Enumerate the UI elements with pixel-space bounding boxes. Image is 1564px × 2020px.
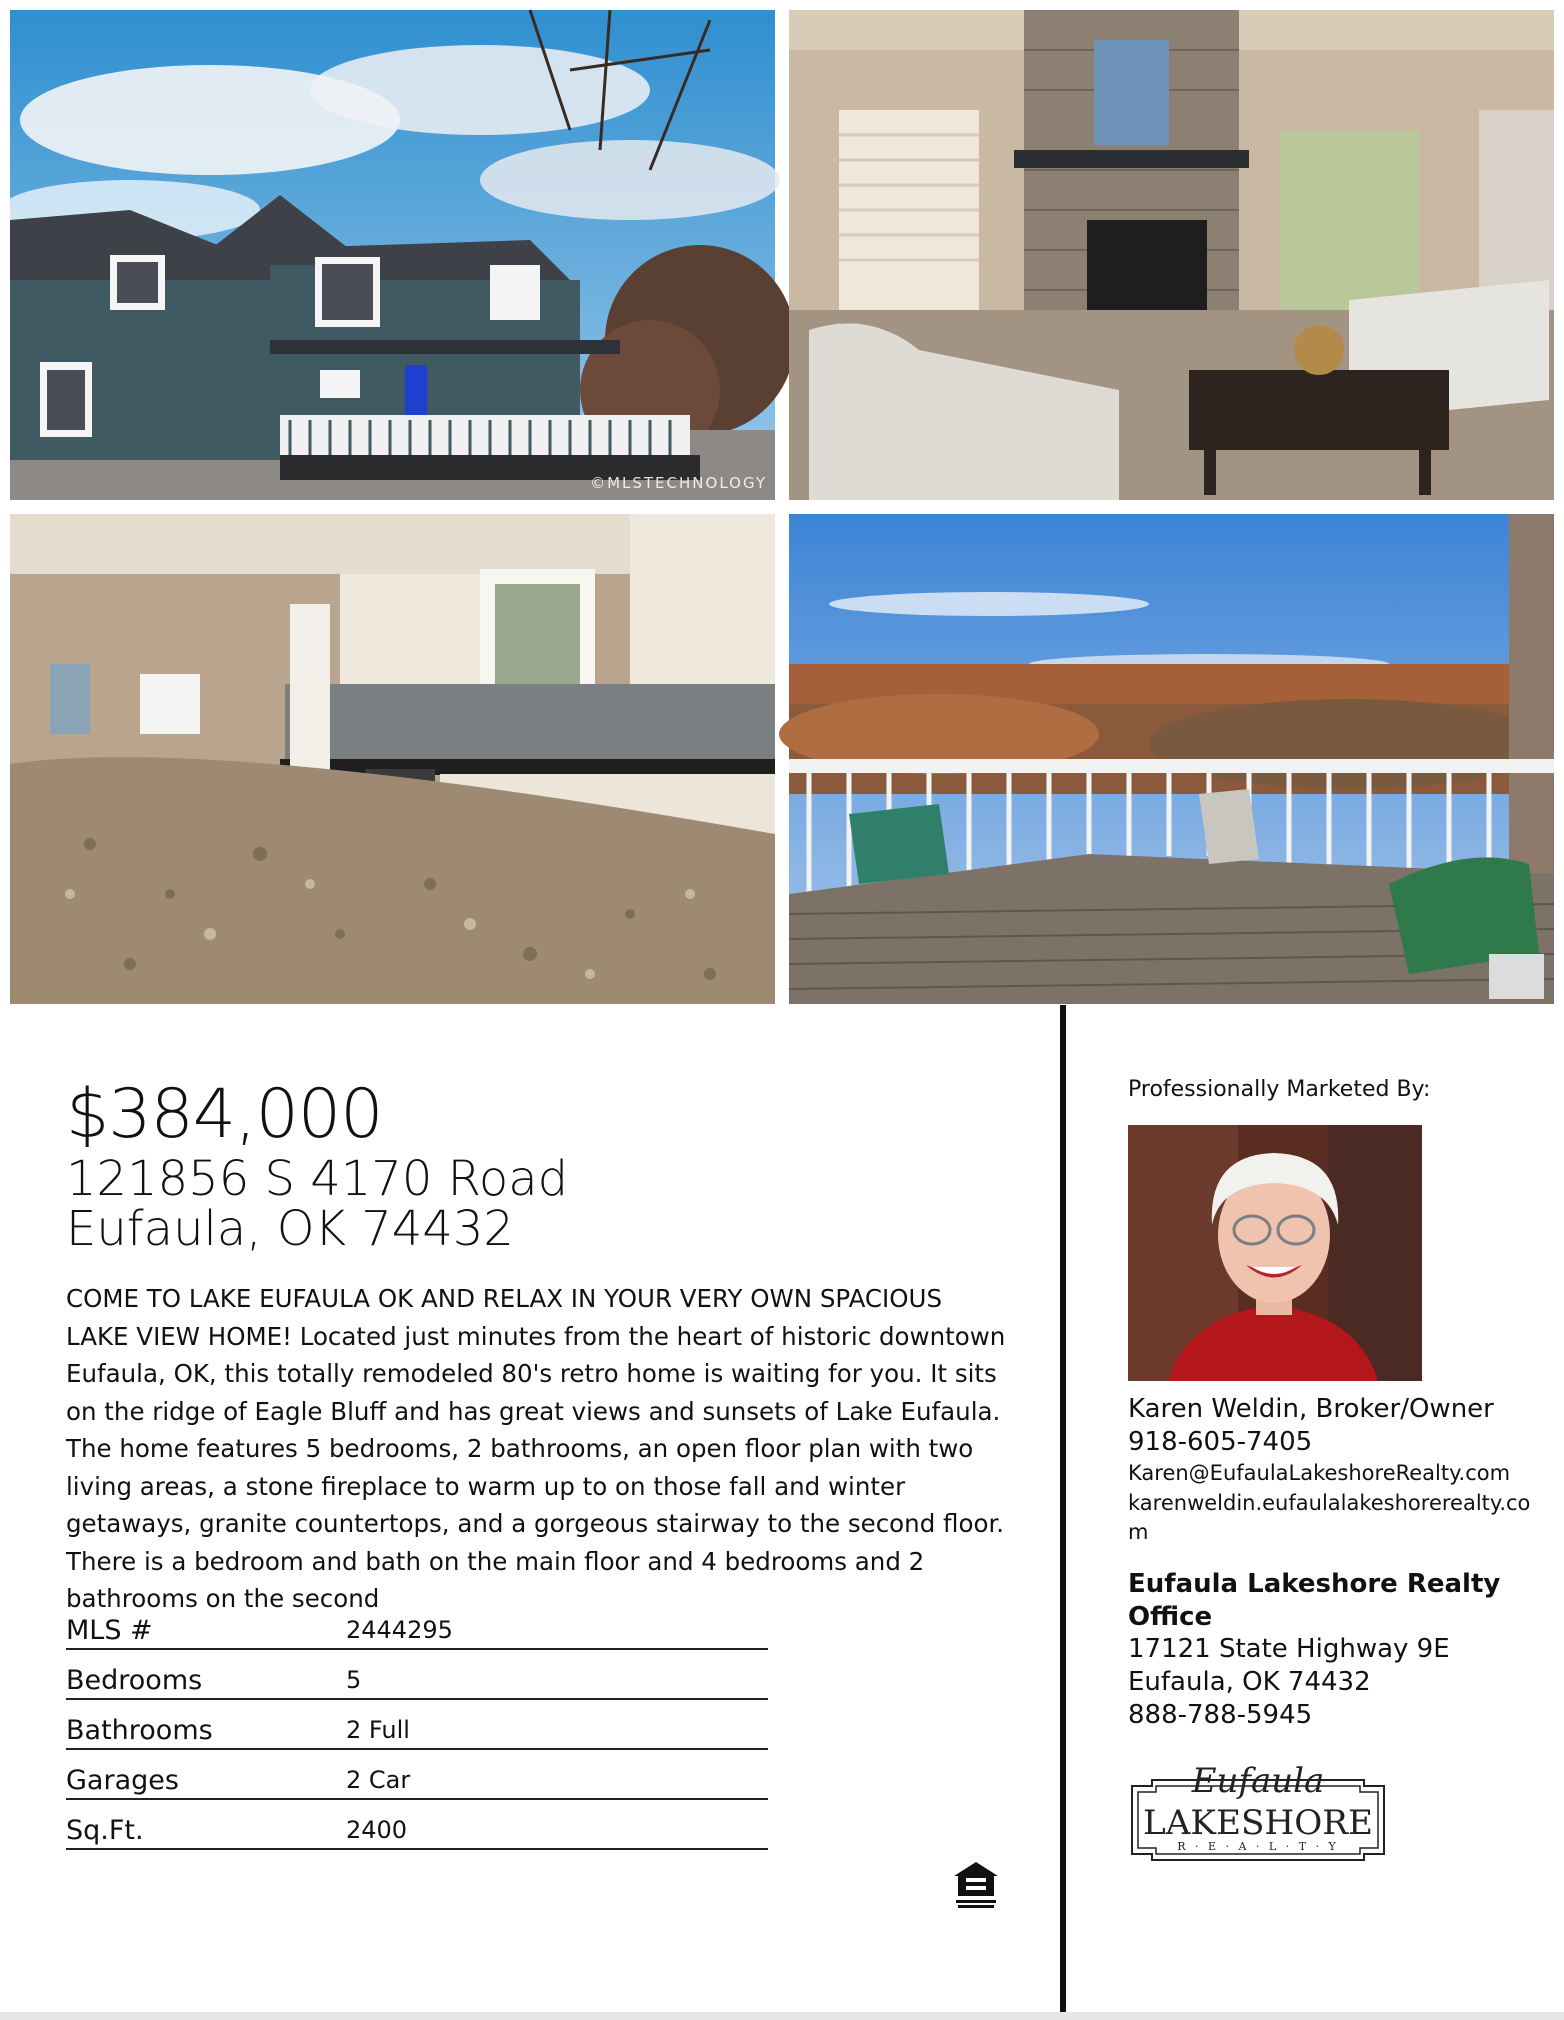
marketed-by-label: Professionally Marketed By:	[1128, 1077, 1431, 1102]
listing-description: COME TO LAKE EUFAULA OK AND RELAX IN YOUR VERY OWN SPACIOUS LAKE VIEW HOME! Located just minutes from the heart of historic downtown Eufaula, OK, this totally remodeled 80's retro home is waiting for you. It sits on the ridge of Eagle Bluff and has great views and sunsets of Lake Eufaula. The home features 5 bedrooms, 2 bathrooms, an open floor plan with two living areas, a stone fireplace to warm up to on those fall and winter getaways, granite countertops, and a gorgeous stairway to the second floor. There is a bedroom and bath on the main floor and 4 bedrooms and 2 bathrooms on the second	[66, 1284, 1006, 1613]
fact-label: Garages	[66, 1765, 179, 1796]
deck-photo	[789, 514, 1554, 1004]
column-divider	[1060, 1005, 1066, 2015]
fact-row-garages	[66, 1750, 768, 1800]
fact-label: Bedrooms	[66, 1665, 203, 1696]
exterior-photo	[10, 10, 775, 500]
equal-housing-icon	[950, 1860, 1002, 1910]
svg-text:LAKESHORE: LAKESHORE	[1143, 1803, 1373, 1843]
fact-value: 5	[346, 1666, 362, 1694]
photo-watermark: ©MLSTECHNOLOGY	[590, 474, 767, 492]
agent-website[interactable]: karenweldin.eufaulalakeshorerealty.com	[1128, 1491, 1531, 1544]
fact-row-mls	[66, 1600, 768, 1650]
fact-value: 2400	[346, 1816, 408, 1844]
living-room-photo	[789, 10, 1554, 500]
agent-email[interactable]: Karen@EufaulaLakeshoreRealty.com	[1128, 1461, 1511, 1485]
fact-label: MLS #	[66, 1615, 153, 1646]
lakeshore-realty-logo	[1128, 1758, 1388, 1868]
address-line1: 121856 S 4170 Road	[66, 1151, 569, 1207]
listing-price: $384,000	[66, 1075, 383, 1154]
svg-text:Eufaula: Eufaula	[1191, 1761, 1325, 1801]
facts-table	[66, 1600, 768, 1850]
fact-label: Bathrooms	[66, 1715, 213, 1746]
agent-name: Karen Weldin, Broker/Owner	[1128, 1394, 1494, 1424]
page-bottom-strip	[0, 2012, 1564, 2020]
fact-value: 2 Full	[346, 1716, 410, 1744]
svg-text:R · E · A · L · T · Y: R · E · A · L · T · Y	[1177, 1840, 1339, 1853]
office-phone[interactable]: 888-788-5945	[1128, 1700, 1313, 1730]
address-line2: Eufaula, OK 74432	[66, 1201, 514, 1257]
agent-phone[interactable]: 918-605-7405	[1128, 1427, 1313, 1457]
fact-value: 2 Car	[346, 1766, 411, 1794]
office-name: Eufaula Lakeshore Realty Office	[1128, 1569, 1501, 1632]
kitchen-photo	[10, 514, 775, 1004]
office-street: 17121 State Highway 9E	[1128, 1634, 1450, 1664]
fact-label: Sq.Ft.	[66, 1815, 144, 1846]
office-city: Eufaula, OK 74432	[1128, 1667, 1371, 1697]
fact-row-bathrooms	[66, 1700, 768, 1750]
agent-photo	[1128, 1125, 1422, 1381]
fact-row-sqft	[66, 1800, 768, 1850]
fact-value: 2444295	[346, 1616, 453, 1644]
fact-row-bedrooms	[66, 1650, 768, 1700]
